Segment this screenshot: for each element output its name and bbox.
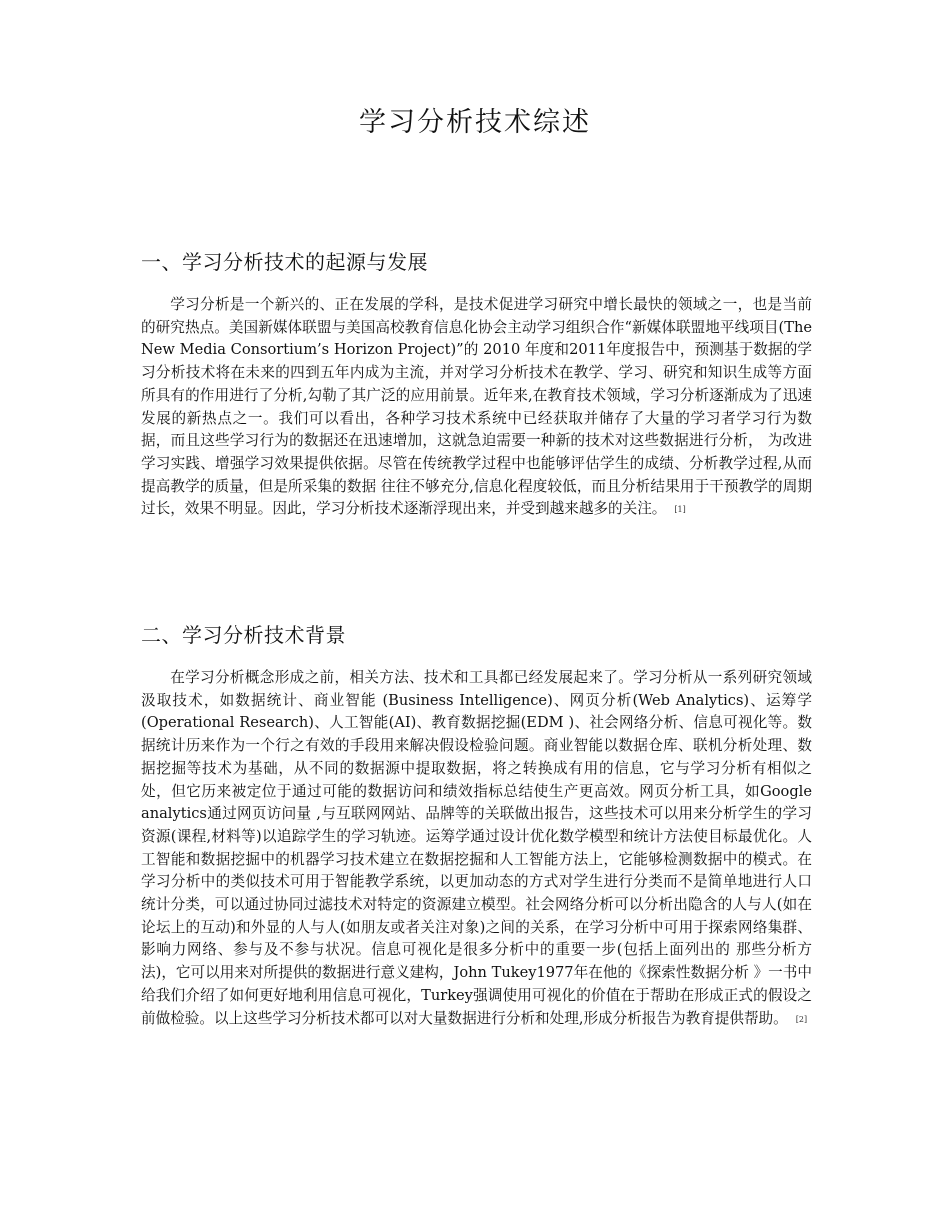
document-title: 学习分析技术综述 — [359, 107, 591, 138]
section-paragraph-background — [141, 667, 812, 1031]
section-paragraph-origin — [141, 294, 812, 522]
paragraph-text: 学习分析是一个新兴的、正在发展的学科，是技术促进学习研究中增长最快的领域之一，也是当前的研究热点。美国新媒体联盟与美国高校教育信息化协会主动学习组织合作“新媒体联盟地平线项目(The New Media Consortium’s Horizon Project)”的 2010 年度和2011年度报告中，预测基于数据的学习分析技术将在未来的四到五年内成为主流，并对学习分析技术在教学、学习、研究和知识生成等方面所具有的作用进行了分析,勾勒了其广泛的应用前景。近年来,在教育技术领域，学习分析逐渐成为了迅速发展的新热点之一。我们可以看出，各种学习技术系统中已经获取并储存了大量的学习者学习行为数据，而且这些学习行为的数据还在迅速增加，这就急迫需要一种新的技术对这些数据进行分析， 为改进学习实践、增强学习效果提供依据。尽管在传统教学过程中也能够评估学生的成绩、分析教学过程,从而提高教学的质量，但是所采集的数据 往往不够充分,信息化程度较低，而且分析结果用于干预教学的周期过长，效果不明显。因此，学习分析技术逐渐浮现出来，并受到越来越多的关注。 — [141, 296, 812, 518]
citation-marker: [2] — [795, 1014, 808, 1024]
section-heading-origin: 一、学习分析技术的起源与发展 — [141, 250, 428, 274]
paragraph-text: 在学习分析概念形成之前，相关方法、技术和工具都已经发展起来了。学习分析从一系列研究领域汲取技术，如数据统计、商业智能 (Business Intelligence)、网页分析(Web Analytics)、运筹学(Operational Research)、人工智能(AI)、教育数据挖掘(EDM )、社会网络分析、信息可视化等。数据统计历来作为一个行之有效的手段用来解决假设检验问题。商业智能以数据仓库、联机分析处理、数据挖掘等技术为基础，从不同的数据源中提取数据，将之转换成有用的信息，它与学习分析有相似之处，但它历来被定位于通过可能的数据访问和绩效指标总结使生产更高效。网页分析工具，如Google analytics通过网页访问量 ,与互联网网站、品牌等的关联做出报告，这些技术可以用来分析学生的学习资源(课程,材料等)以追踪学生的学习轨迹。运筹学通过设计优化数学模型和统计方法使目标最优化。人工智能和数据挖掘中的机器学习技术建立在数据挖掘和人工智能方法上，它能够检测数据中的模式。在学习分析中的类似技术可用于智能教学系统，以更加动态的方式对学生进行分类而不是简单地进行人口统计分类，可以通过协同过滤技术对特定的资源建立模型。社会网络分析可以分析出隐含的人与人(如在论坛上的互动)和外显的人与人(如朋友或者关注对象)之间的关系，在学习分析中可用于探索网络集群、影响力网络、参与及不参与状况。信息可视化是很多分析中的重要一步(包括上面列出的 那些分析方法)，它可以用来对所提供的数据进行意义建构，John Tukey1977年在他的《探索性数据分析 》一书中给我们介绍了如何更好地利用信息可视化，Turkey强调使用可视化的价值在于帮助在形成正式的假设之前做检验。以上这些学习分析技术都可以对大量数据进行分析和处理,形成分析报告为教育提供帮助。 — [141, 669, 812, 1027]
citation-marker: [1] — [674, 505, 686, 515]
section-heading-background: 二、学习分析技术背景 — [141, 623, 346, 647]
